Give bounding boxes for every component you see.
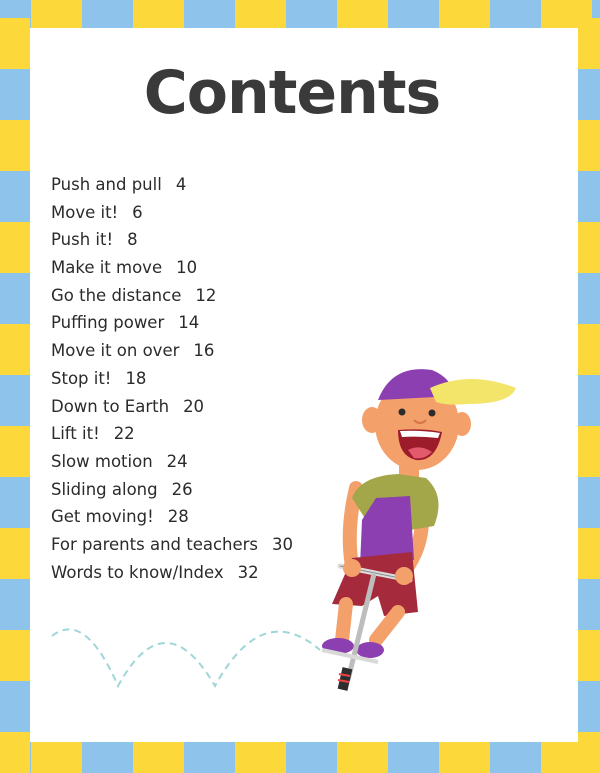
toc-entry[interactable] [51, 337, 293, 365]
toc-entry-label: Push it! [51, 230, 114, 250]
toc-entry-label: Puffing power [51, 313, 165, 333]
border-tile [0, 579, 30, 630]
toc-entry[interactable] [51, 503, 293, 531]
toc-entry[interactable] [51, 309, 293, 337]
border-tile [578, 324, 600, 375]
border-tile [0, 681, 30, 732]
border-tile [578, 477, 600, 528]
toc-entry-page: 22 [113, 424, 135, 444]
toc-entry-page: 10 [176, 258, 198, 278]
border-tile [388, 0, 439, 28]
border-tile [490, 742, 541, 773]
border-tile [0, 222, 30, 273]
border-tile [0, 171, 30, 222]
border-tile [490, 0, 541, 28]
border-tile [235, 742, 286, 773]
toc-entry-page: 20 [183, 396, 205, 416]
border-tile [0, 324, 30, 375]
toc-entry-label: Go the distance [51, 285, 182, 305]
border-tile [439, 0, 490, 28]
border-tile [286, 742, 337, 773]
border-tile [133, 0, 184, 28]
toc-entry-page: 8 [127, 230, 138, 250]
toc-entry-page: 12 [195, 285, 217, 305]
table-of-contents [51, 171, 293, 586]
toc-entry-label: Move it! [51, 202, 119, 222]
border-tile [578, 171, 600, 222]
toc-entry[interactable] [51, 254, 293, 282]
border-tile [286, 0, 337, 28]
border-tile [31, 0, 82, 28]
toc-entry-page: 32 [237, 562, 259, 582]
border-tile [0, 630, 30, 681]
toc-entry-label: Push and pull [51, 175, 162, 194]
border-tile [0, 732, 30, 773]
border-tile [578, 732, 600, 773]
border-tile [578, 375, 600, 426]
toc-entry-label: Stop it! [51, 368, 112, 388]
toc-entry-label: Make it move [51, 258, 163, 278]
toc-entry-page: 4 [175, 175, 187, 194]
toc-entry-page: 26 [171, 479, 193, 499]
border-tile [0, 273, 30, 324]
toc-entry[interactable] [51, 393, 293, 421]
border-tile [0, 426, 30, 477]
border-tile [0, 375, 30, 426]
border-tile [578, 222, 600, 273]
toc-entry[interactable] [51, 171, 293, 199]
toc-entry[interactable] [51, 199, 293, 227]
toc-entry[interactable] [51, 559, 293, 587]
toc-entry-label: For parents and teachers [51, 534, 259, 554]
border-tile [578, 579, 600, 630]
border-tile [0, 477, 30, 528]
toc-entry-label: Get moving! [51, 507, 154, 527]
page-title: Contents [143, 58, 441, 128]
toc-entry[interactable] [51, 476, 293, 504]
toc-entry-page: 16 [193, 341, 215, 361]
border-tile [184, 742, 235, 773]
border-tile [31, 742, 82, 773]
toc-entry-label: Down to Earth [51, 396, 170, 416]
border-tile [578, 273, 600, 324]
toc-entry[interactable] [51, 531, 293, 559]
border-tile [82, 742, 133, 773]
border-tile [0, 528, 30, 579]
border-tile [235, 0, 286, 28]
border-tile [578, 426, 600, 477]
border-tile [578, 630, 600, 681]
border-tile [388, 742, 439, 773]
toc-entry-page: 30 [272, 534, 294, 554]
border-tile [578, 528, 600, 579]
toc-entry[interactable] [51, 448, 293, 476]
toc-entry[interactable] [51, 420, 293, 448]
toc-entry[interactable] [51, 282, 293, 310]
toc-entry-label: Lift it! [51, 424, 100, 444]
toc-entry-page: 14 [178, 313, 200, 333]
border-tile [82, 0, 133, 28]
border-tile [133, 742, 184, 773]
toc-entry-label: Move it on over [51, 341, 180, 361]
border-tile [337, 742, 388, 773]
toc-entry-page: 18 [125, 368, 147, 388]
border-tile [337, 0, 388, 28]
toc-entry-page: 24 [166, 451, 188, 471]
border-tile [578, 681, 600, 732]
toc-entry-label: Slow motion [51, 451, 153, 471]
toc-entry-label: Words to know/Index [51, 562, 224, 582]
toc-entry-label: Sliding along [51, 479, 158, 499]
border-tile [439, 742, 490, 773]
border-tile [184, 0, 235, 28]
toc-entry[interactable] [51, 226, 293, 254]
toc-entry-page: 28 [167, 507, 189, 527]
toc-entry[interactable] [51, 365, 293, 393]
toc-entry-page: 6 [132, 202, 143, 222]
